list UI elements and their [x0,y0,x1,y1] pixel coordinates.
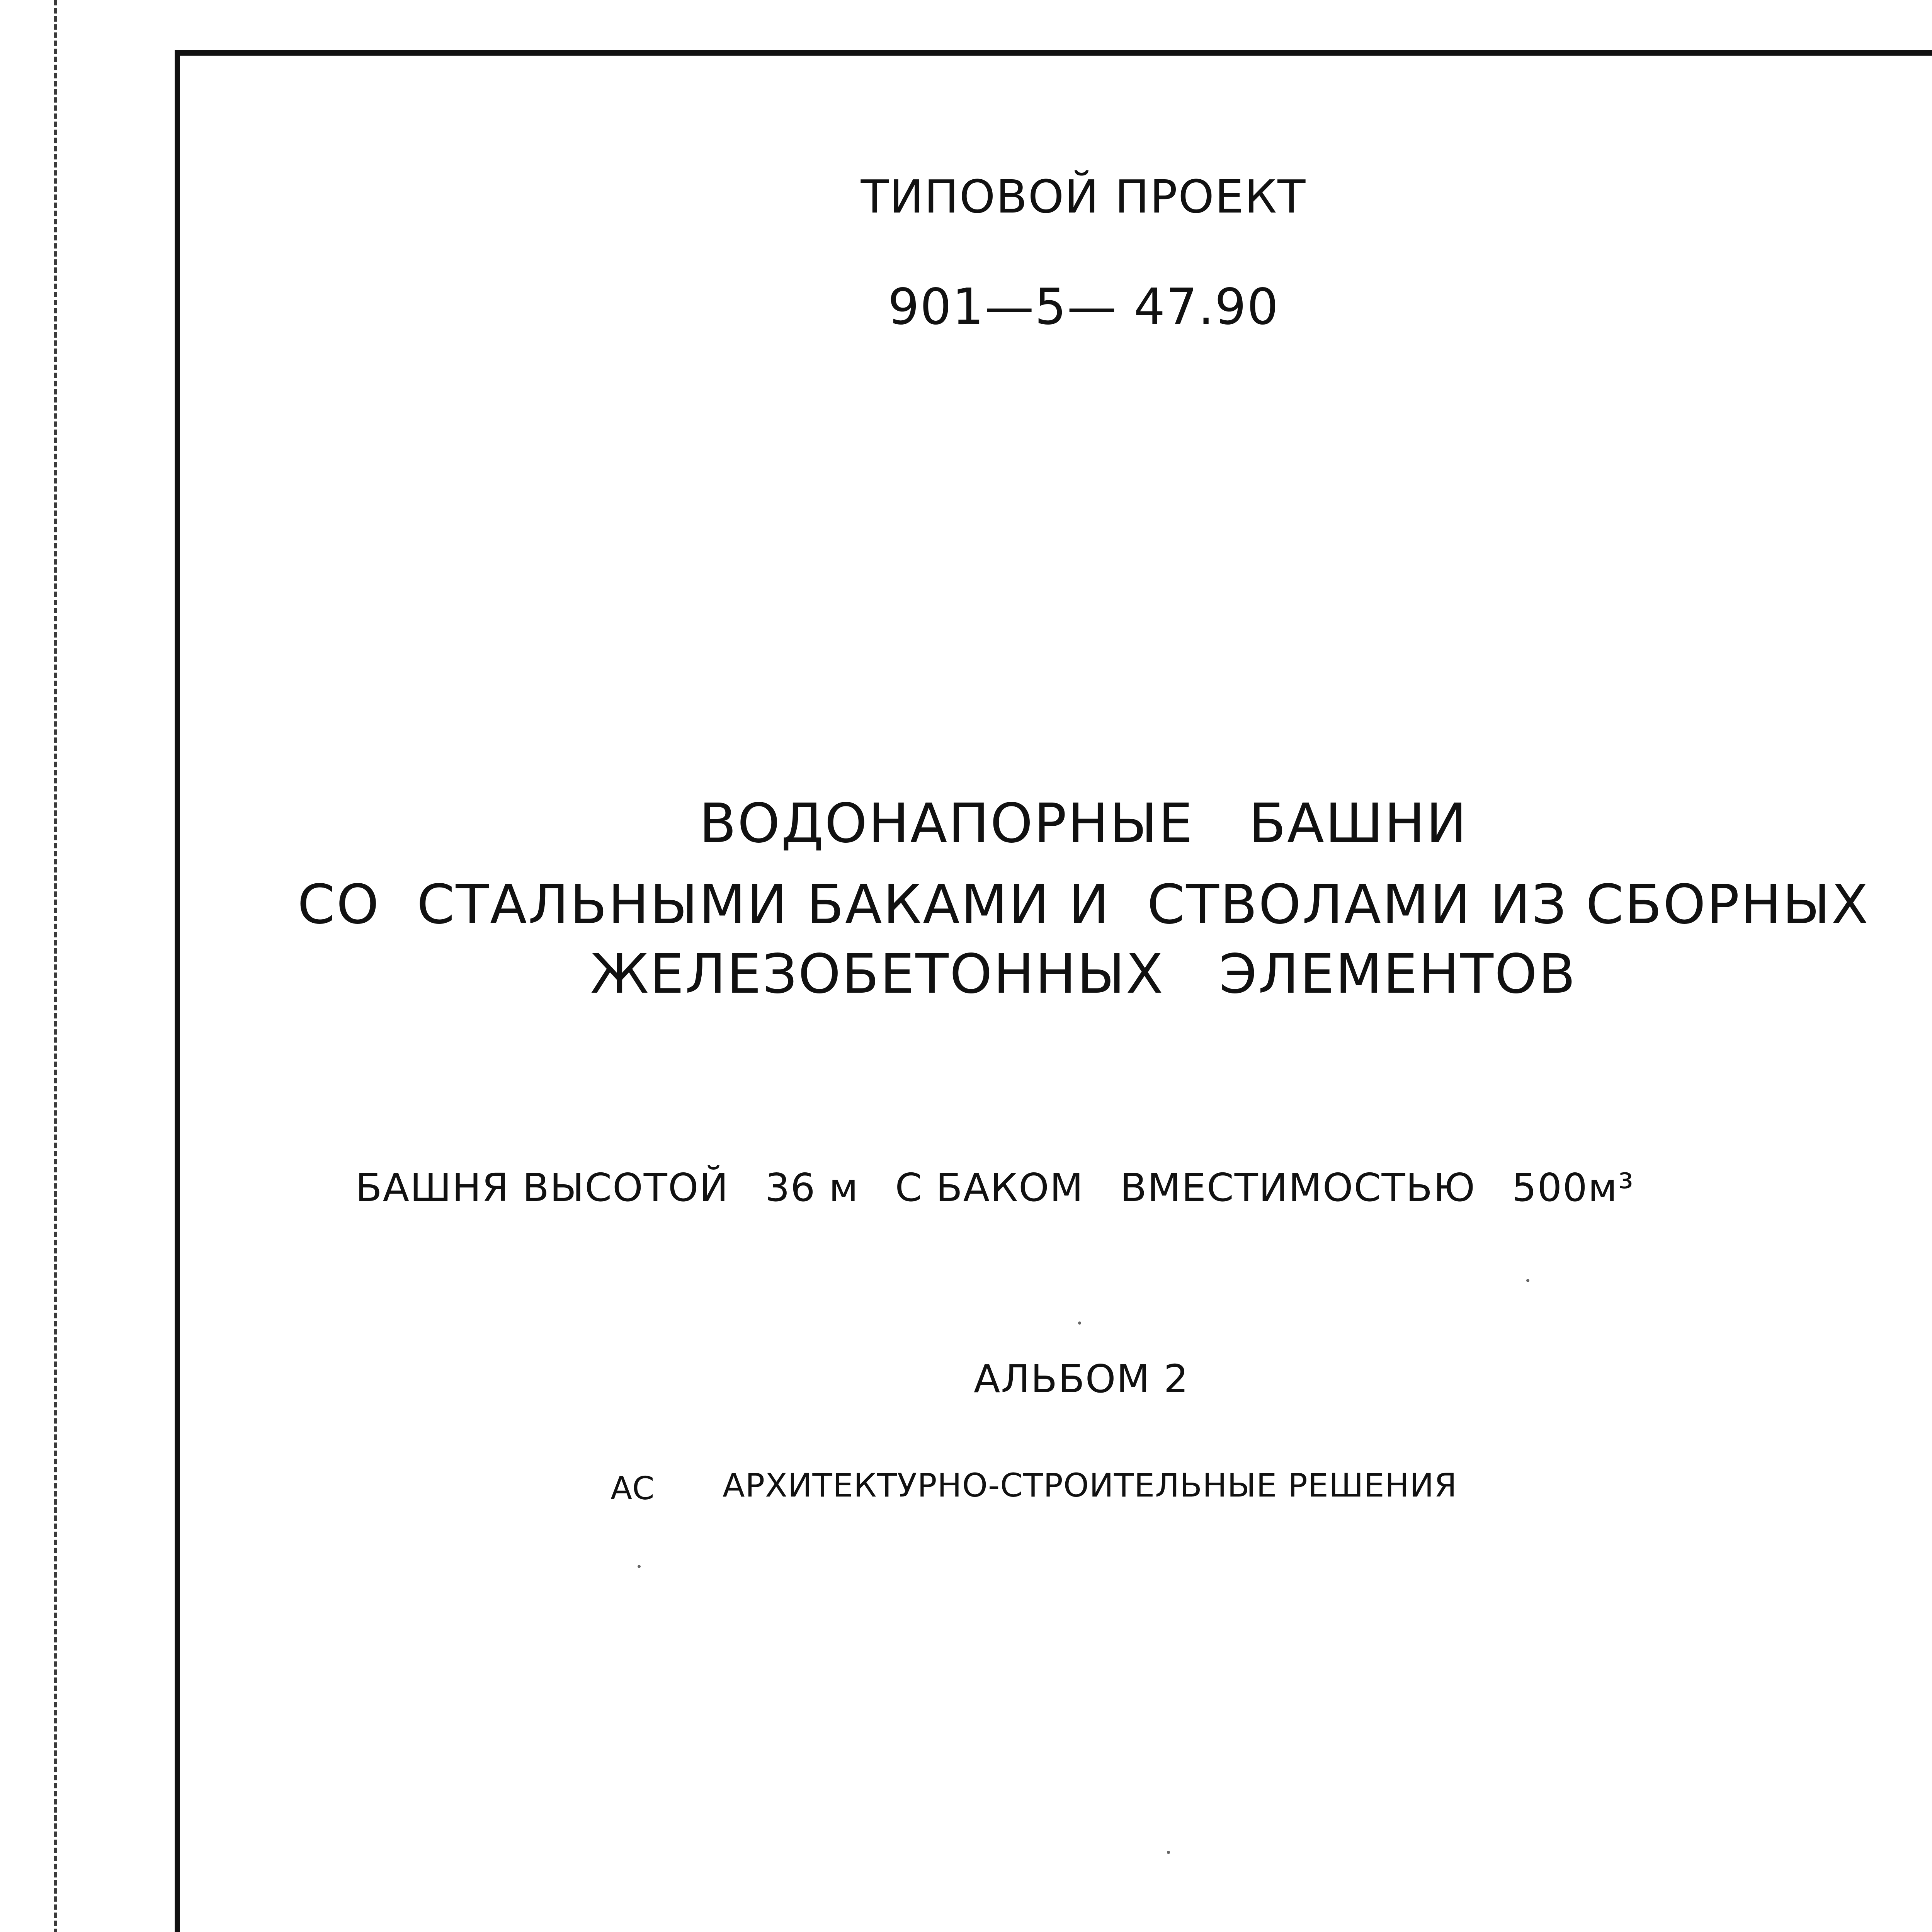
section-title: АРХИТЕКТУРНО-СТРОИТЕЛЬНЫЕ РЕШЕНИЯ [723,1466,1458,1504]
tank-capacity: 500м³ [1512,1165,1634,1210]
scan-speck [1167,1851,1170,1854]
project-header: ТИПОВОЙ ПРОЕКТ [861,170,1306,223]
title-line-1: ВОДОНАПОРНЫЕ БАШНИ [699,792,1468,855]
section-code: АС [611,1470,655,1507]
capacity-label: ВМЕСТИМОСТЬЮ [1120,1165,1476,1210]
tower-label: БАШНЯ ВЫСОТОЙ [355,1165,729,1210]
scan-speck [638,1565,641,1568]
tower-spec [355,1165,1657,1210]
album-number: АЛЬБОМ 2 [974,1356,1189,1401]
left-cut-line [54,0,57,1932]
scan-speck [1526,1279,1529,1282]
title-line-2: СО СТАЛЬНЫМИ БАКАМИ И СТВОЛАМИ ИЗ СБОРНЫХ [297,873,1870,936]
tower-height: 36 м [765,1165,859,1210]
scan-speck [1078,1321,1081,1325]
title-line-3: ЖЕЛЕЗОБЕТОННЫХ ЭЛЕМЕНТОВ [590,943,1577,1006]
project-code: 901—5— 47.90 [888,278,1279,336]
tank-label: С БАКОМ [895,1165,1084,1210]
